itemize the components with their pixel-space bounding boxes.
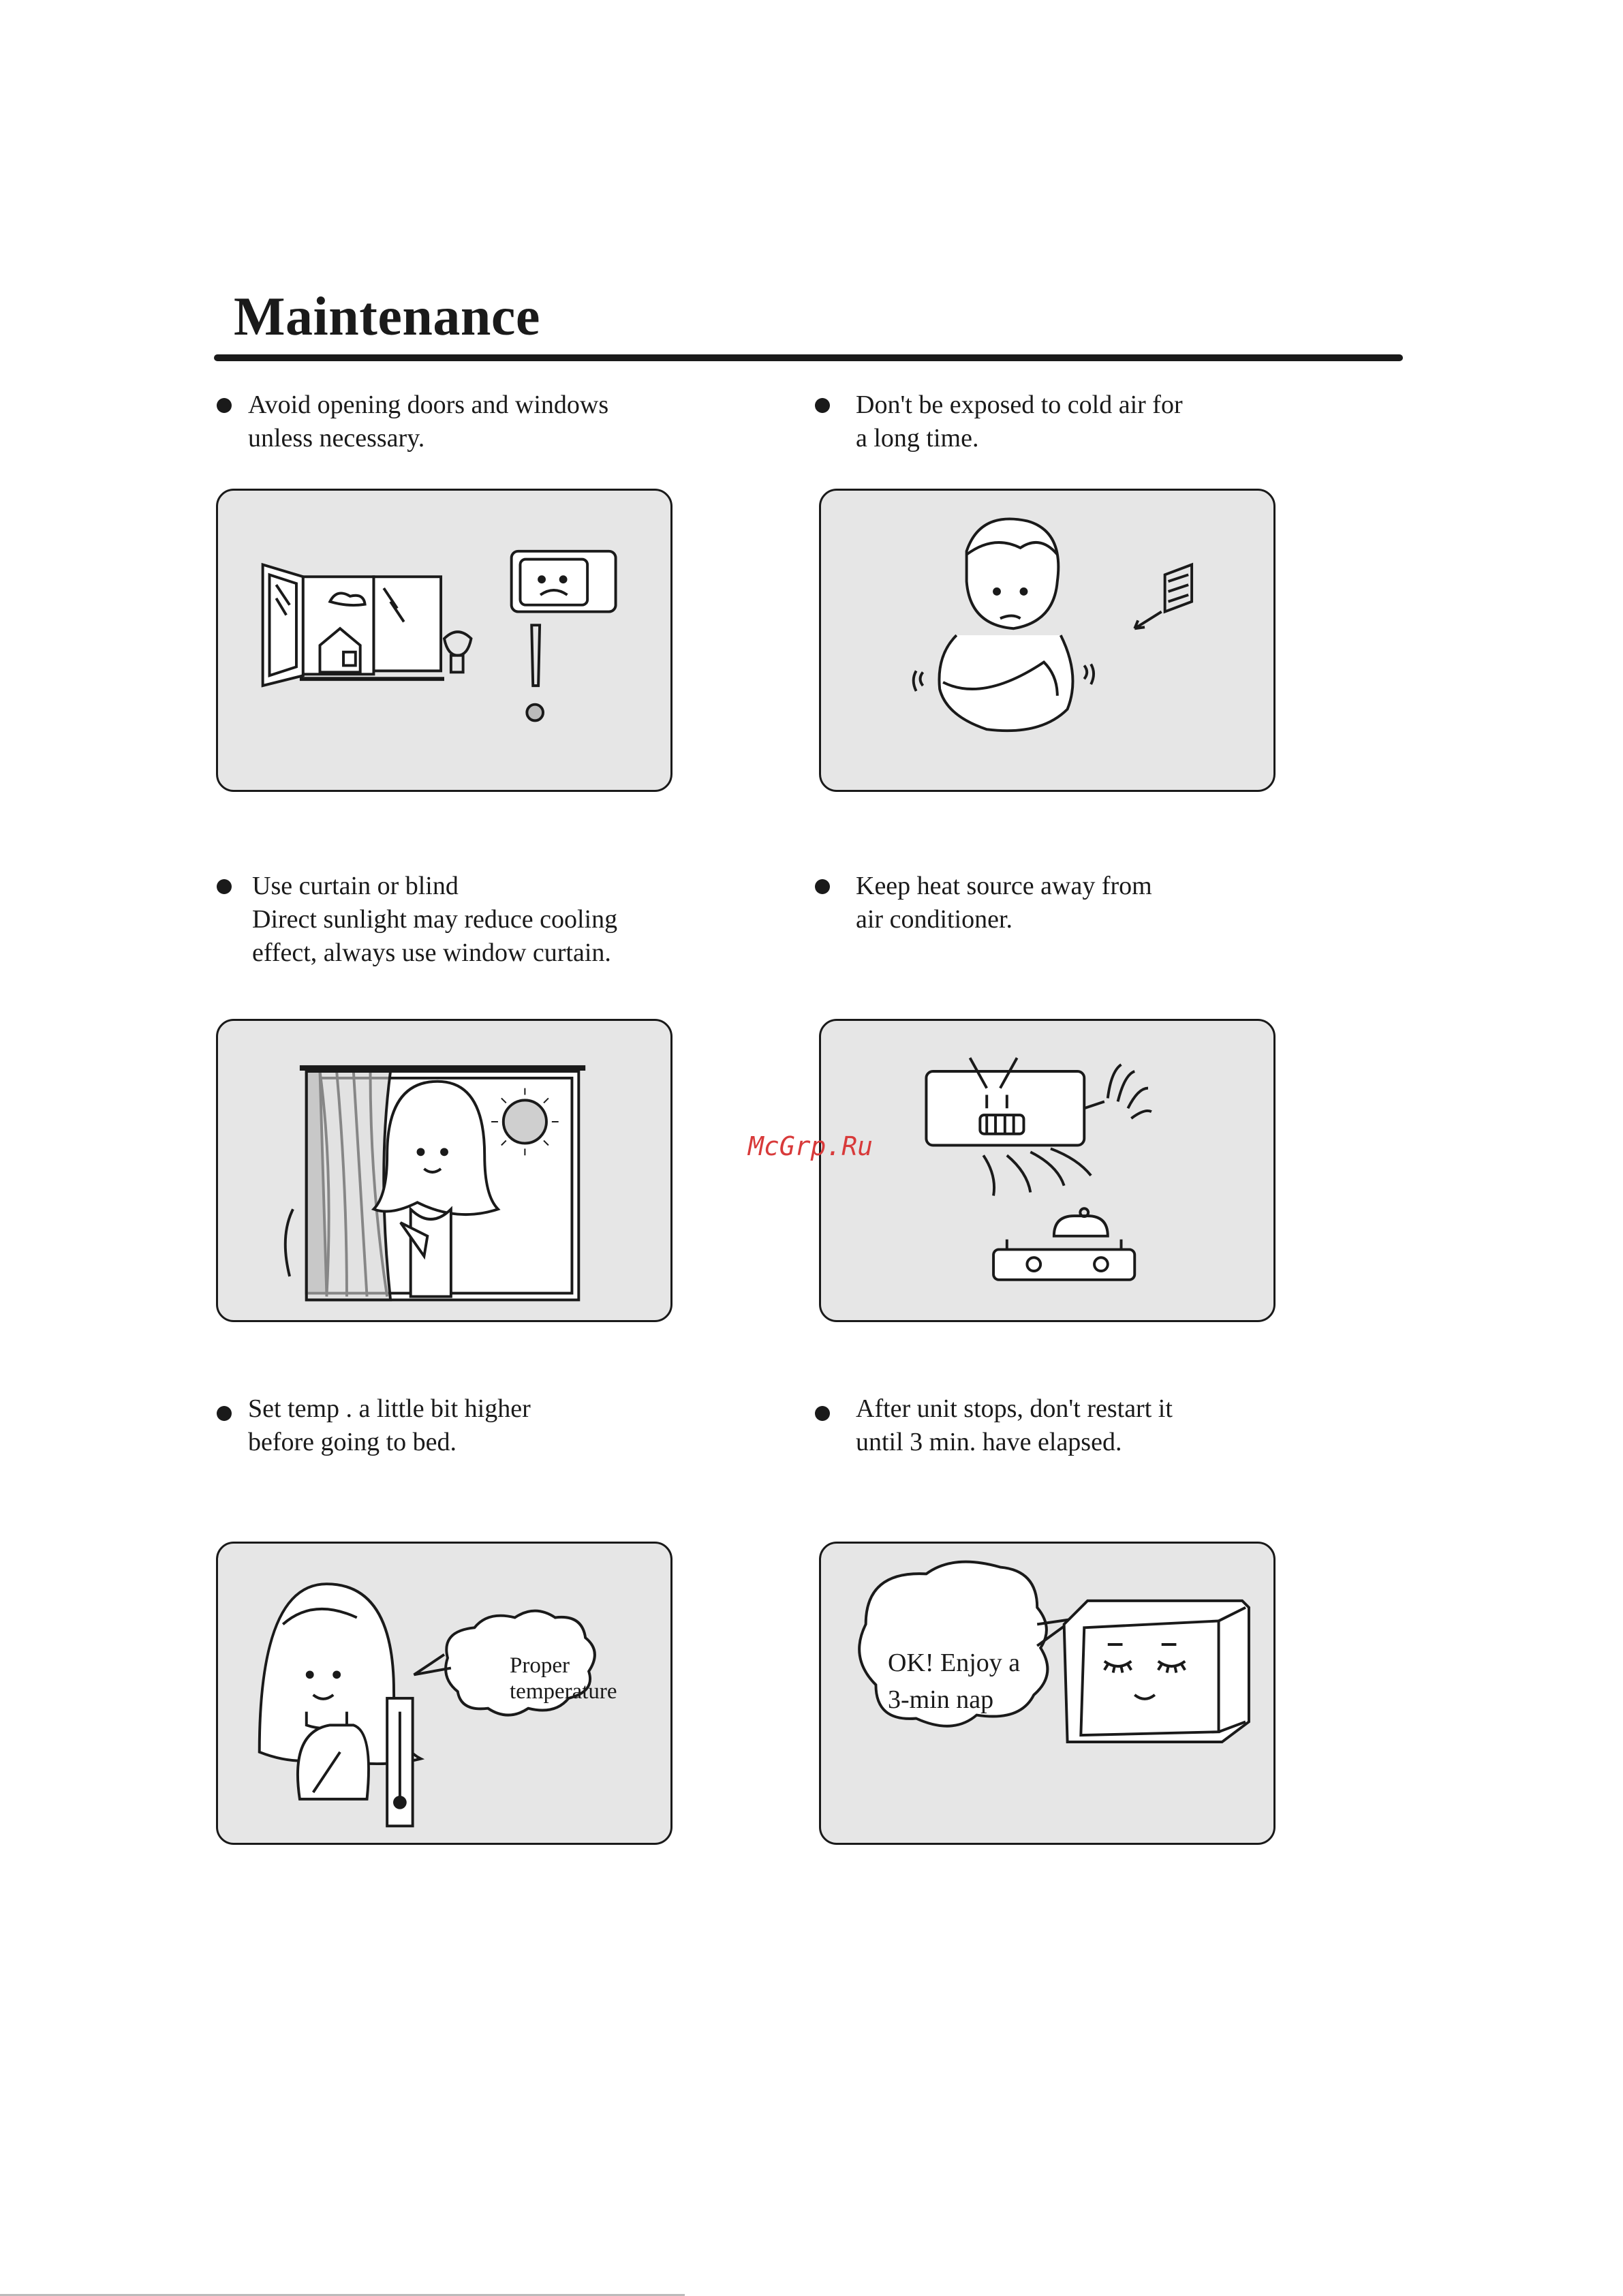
tip-3: [217, 870, 617, 970]
tip-line: effect, always use window curtain.: [252, 938, 611, 967]
bullet-icon: [217, 879, 232, 894]
watermark: McGrp.Ru: [748, 1131, 874, 1161]
illustration-restart-wait: [819, 1542, 1276, 1845]
illustration-open-window: [216, 489, 673, 792]
stove-heat-icon: [821, 1021, 1273, 1320]
illustration-proper-temperature: [216, 1542, 673, 1845]
bubble-line: 3-min nap: [888, 1685, 994, 1714]
bullet-icon: [815, 879, 830, 894]
page-title: Maintenance: [234, 287, 540, 347]
tip-5: [217, 1392, 531, 1459]
illustration-curtain: [216, 1019, 673, 1322]
tip-line: Set temp . a little bit higher: [248, 1394, 531, 1423]
tip-line: unless necessary.: [248, 424, 425, 453]
tip-1: [217, 388, 608, 455]
tip-line: a long time.: [856, 424, 979, 453]
bullet-icon: [217, 398, 232, 413]
tip-line: Avoid opening doors and windows: [248, 391, 609, 419]
bullet-icon: [815, 398, 830, 413]
bubble-line: Proper: [510, 1653, 570, 1678]
bullet-icon: [815, 1406, 830, 1421]
bubble-line: temperature: [510, 1679, 617, 1704]
bullet-icon: [217, 1406, 232, 1421]
open-window-icon: [218, 491, 670, 790]
shivering-person-icon: [821, 491, 1273, 790]
tip-line: Direct sunlight may reduce cooling: [252, 905, 618, 934]
tip-line: until 3 min. have elapsed.: [856, 1428, 1122, 1456]
tip-4: [815, 870, 1152, 936]
tip-line: Don't be exposed to cold air for: [856, 391, 1183, 419]
bubble-line: OK! Enjoy a: [888, 1649, 1021, 1677]
tip-2: [815, 388, 1183, 455]
curtain-window-icon: [218, 1021, 670, 1320]
tip-line: Keep heat source away from: [856, 872, 1152, 900]
tip-line: Use curtain or blind: [252, 872, 459, 900]
tip-line: air conditioner.: [856, 905, 1013, 934]
illustration-cold-air: [819, 489, 1276, 792]
illustration-heat-source: [819, 1019, 1276, 1322]
title-divider: [214, 354, 1403, 361]
tip-line: After unit stops, don't restart it: [856, 1394, 1173, 1423]
tip-line: before going to bed.: [248, 1428, 457, 1456]
tip-6: [815, 1392, 1173, 1459]
